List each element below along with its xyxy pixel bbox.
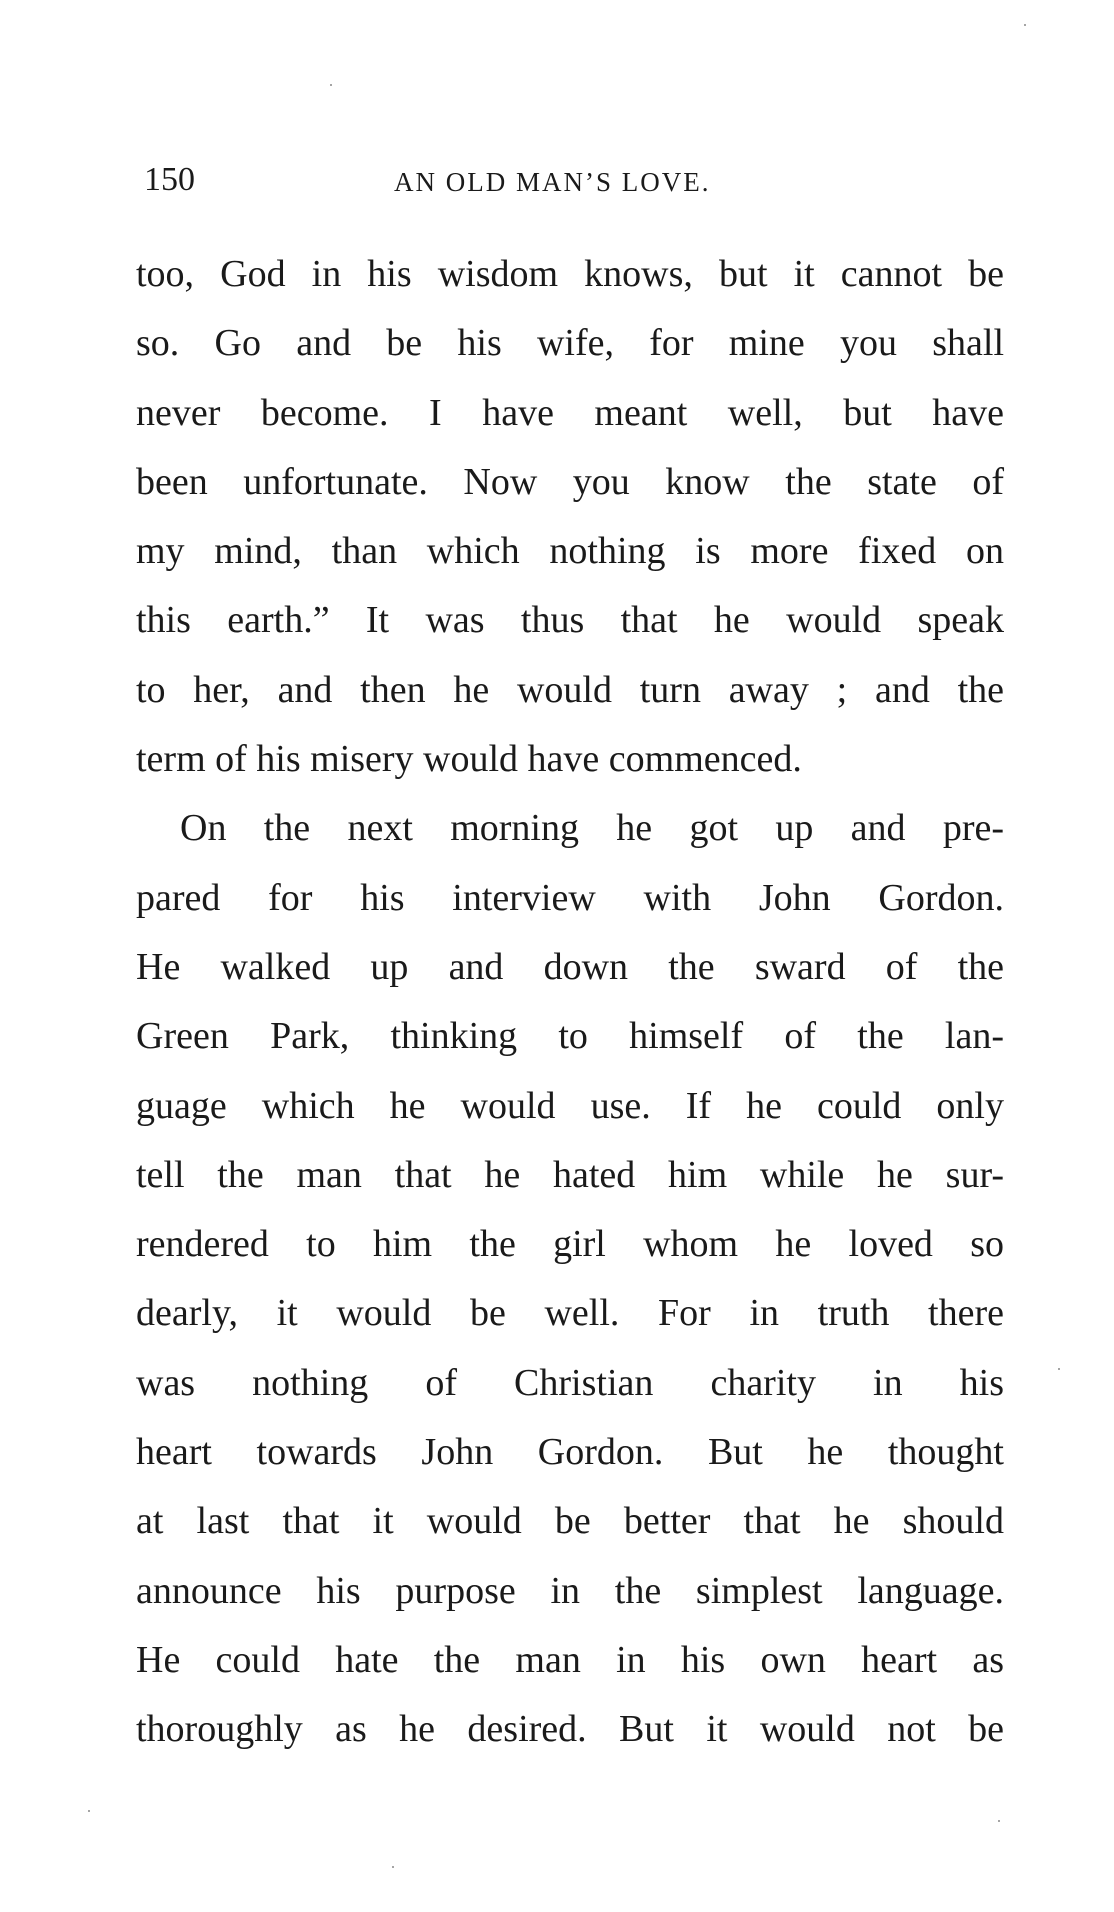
page-number: 150 — [144, 161, 195, 198]
text-line: Green Park, thinking to himself of the lan- — [136, 1015, 1004, 1058]
text-line: pared for his interview with John Gordon. — [136, 876, 1004, 919]
page-header — [144, 160, 1004, 200]
scan-speck — [998, 1820, 1000, 1822]
text-line: announce his purpose in the simplest language. — [136, 1569, 1004, 1612]
text-line: at last that it would be better that he should — [136, 1500, 1004, 1543]
text-line: dearly, it would be well. For in truth there — [136, 1292, 1004, 1335]
text-line: He could hate the man in his own heart as — [136, 1638, 1004, 1681]
text-line: this earth.” It was thus that he would speak — [136, 599, 1004, 642]
text-line: been unfortunate. Now you know the state of — [136, 460, 1004, 503]
scan-speck — [392, 1866, 394, 1868]
text-line: to her, and then he would turn away ; and the — [136, 668, 1004, 711]
text-line: too, God in his wisdom knows, but it cannot be — [136, 253, 1004, 295]
body-text — [136, 240, 1004, 1765]
text-line: He walked up and down the sward of the — [136, 945, 1004, 988]
text-line: never become. I have meant well, but have — [136, 391, 1004, 434]
scan-speck — [1058, 1368, 1060, 1370]
text-line: heart towards John Gordon. But he thought — [136, 1431, 1004, 1474]
text-line: term of his misery would have commenced. — [136, 738, 802, 781]
text-line: guage which he would use. If he could only — [136, 1084, 1004, 1127]
text-line: On the next morning he got up and pre- — [180, 807, 1004, 850]
scan-speck — [1024, 24, 1026, 26]
text-line: was nothing of Christian charity in his — [136, 1361, 1004, 1404]
scan-speck — [88, 1810, 90, 1812]
text-line: my mind, than which nothing is more fixed on — [136, 530, 1004, 573]
running-title: AN OLD MAN’S LOVE. — [394, 167, 711, 197]
text-line: tell the man that he hated him while he sur- — [136, 1153, 1004, 1196]
text-line: so. Go and be his wife, for mine you shall — [136, 322, 1004, 365]
scan-speck — [330, 84, 332, 86]
text-line: thoroughly as he desired. But it would not be — [136, 1708, 1004, 1751]
text-line: rendered to him the girl whom he loved so — [136, 1223, 1004, 1266]
